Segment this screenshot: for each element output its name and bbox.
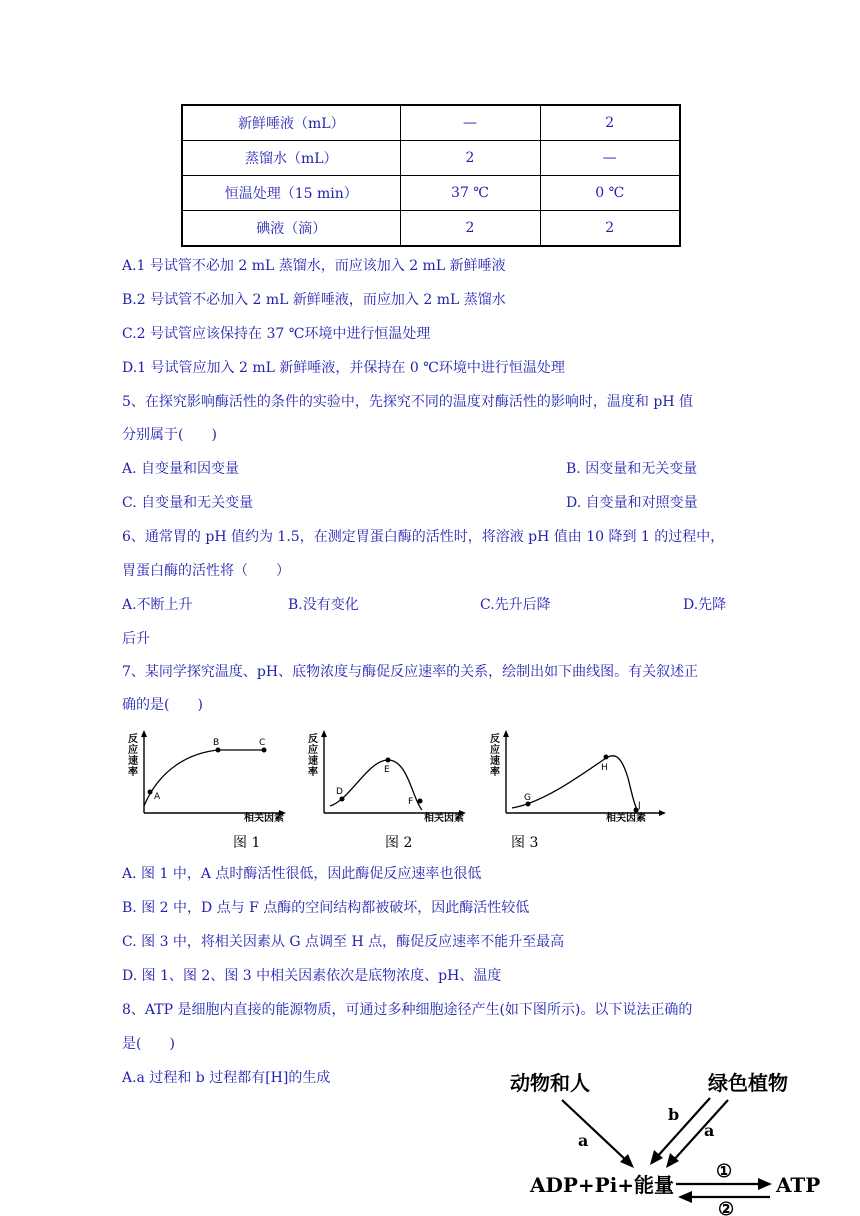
q6-option-d: D.先降: [683, 597, 727, 613]
point-f: [418, 799, 423, 804]
table-row: [182, 105, 680, 141]
figure-3-caption: 图 3: [511, 835, 539, 851]
q4-option-c: C.2 号试管应该保持在 37 ℃环境中进行恒温处理: [122, 326, 431, 342]
q4-option-a: A.1 号试管不必加 2 mL 蒸馏水，而应该加入 2 mL 新鲜唾液: [122, 258, 506, 274]
table-cell: —: [540, 141, 680, 176]
reverse-label: ②: [718, 1199, 735, 1216]
table-cell: 新鲜唾液（mL）: [182, 105, 400, 141]
q7-option-c: C. 图 3 中，将相关因素从 G 点调至 H 点，酶促反应速率不能升至最高: [122, 934, 565, 950]
table-cell: 碘液（滴）: [182, 211, 400, 247]
y-label-char: 反: [128, 734, 138, 745]
table-cell: 蒸馏水（mL）: [182, 141, 400, 176]
point-d-label: D: [336, 787, 343, 797]
y-label-char: 速: [490, 756, 500, 767]
table-cell: 2: [400, 141, 540, 176]
point-a: [148, 790, 153, 795]
q5-option-b: B. 因变量和无关变量: [566, 461, 698, 477]
y-label-char: 率: [128, 767, 138, 778]
y-label-char: 速: [308, 756, 318, 767]
point-j-label: J: [638, 801, 641, 811]
experiment-table: [181, 104, 681, 247]
curve: [512, 756, 638, 812]
figure-2-caption: 图 2: [385, 835, 413, 851]
point-a-label: A: [154, 792, 161, 802]
point-h-label: H: [601, 763, 608, 773]
point-e: [386, 758, 391, 763]
q8-stem-line1: 8、ATP 是细胞内直接的能源物质，可通过多种细胞途径产生(如下图所示)。以下说法正确的: [122, 1002, 693, 1018]
point-d: [340, 797, 345, 802]
q4-option-d: D.1 号试管应加入 2 mL 新鲜唾液，并保持在 0 ℃环境中进行恒温处理: [122, 360, 565, 376]
q7-stem-line2: 确的是( ): [122, 697, 203, 713]
point-h: [604, 755, 609, 760]
point-f-label: F: [408, 797, 414, 807]
figure-2-x-label: 相关因素: [424, 813, 464, 824]
q7-stem-line1: 7、某同学探究温度、pH、底物浓度与酶促反应速率的关系，绘制出如下曲线图。有关叙述正: [122, 664, 699, 680]
forward-label: ①: [716, 1161, 733, 1182]
point-b-label: B: [213, 738, 220, 748]
y-label-char: 反: [490, 734, 500, 745]
table-cell: 2: [540, 105, 680, 141]
figure-3-x-label: 相关因素: [606, 813, 646, 824]
q6-option-b: B.没有变化: [288, 597, 359, 613]
point-c: [262, 748, 267, 753]
animals-label: 动物和人: [510, 1071, 590, 1095]
arrow-a-left-label: a: [578, 1131, 589, 1150]
y-axis-arrow: [321, 730, 327, 737]
figure-1-x-label: 相关因素: [244, 813, 284, 824]
point-g-label: G: [524, 793, 531, 803]
adp-side: ADP+Pi+能量: [530, 1173, 675, 1197]
table-cell: 0 ℃: [540, 176, 680, 211]
arrow-b-label: b: [668, 1105, 680, 1124]
q5-option-c: C. 自变量和无关变量: [122, 495, 254, 511]
atp-side: ATP: [776, 1173, 820, 1197]
curve: [144, 750, 264, 806]
q8-option-a: A.a 过程和 b 过程都有[H]的生成: [122, 1070, 331, 1086]
table-row: [182, 141, 680, 176]
y-label-char: 速: [128, 756, 138, 767]
y-label-char: 应: [128, 745, 138, 756]
table-cell: —: [400, 105, 540, 141]
q6-option-c: C.先升后降: [480, 597, 551, 613]
y-label-char: 应: [490, 745, 500, 756]
q5-stem-line1: 5、在探究影响酶活性的条件的实验中，先探究不同的温度对酶活性的影响时，温度和 pH 值: [122, 394, 693, 410]
atp-diagram: [500, 1060, 820, 1216]
q6-stem-line1: 6、通常胃的 pH 值约为 1.5，在测定胃蛋白酶的活性时，将溶液 pH 值由 10 降到 1 的过程中，: [122, 529, 725, 545]
table-cell: 2: [540, 211, 680, 247]
q5-option-a: A. 自变量和因变量: [122, 461, 240, 477]
table-cell: 2: [400, 211, 540, 247]
figure-1-caption: 图 1: [233, 835, 261, 851]
q8-stem-line2: 是( ): [122, 1036, 175, 1052]
y-label-char: 率: [308, 767, 318, 778]
q6-option-a: A.不断上升: [122, 597, 193, 613]
q7-option-d: D. 图 1、图 2、图 3 中相关因素依次是底物浓度、pH、温度: [122, 968, 502, 984]
table-row: [182, 176, 680, 211]
y-label-char: 应: [308, 745, 318, 756]
q6-stem-line2: 胃蛋白酶的活性将（ ）: [122, 563, 290, 579]
q6-option-d-continued: 后升: [122, 631, 150, 647]
q5-option-d: D. 自变量和对照变量: [566, 495, 698, 511]
forward-arrow-head: [758, 1178, 772, 1190]
point-e-label: E: [384, 765, 390, 775]
q7-option-a: A. 图 1 中，A 点时酶活性很低，因此酶促反应速率也很低: [122, 866, 482, 882]
x-axis-arrow: [659, 810, 666, 816]
arrow-a-right-label: a: [704, 1121, 715, 1140]
y-axis-arrow: [503, 730, 509, 737]
y-axis-arrow: [141, 730, 147, 737]
table-cell: 37 ℃: [400, 176, 540, 211]
y-label-char: 反: [308, 734, 318, 745]
point-c-label: C: [259, 738, 266, 748]
table-row: [182, 211, 680, 247]
q4-option-b: B.2 号试管不必加入 2 mL 新鲜唾液，而应加入 2 mL 蒸馏水: [122, 292, 506, 308]
plants-label: 绿色植物: [708, 1071, 788, 1095]
table-cell: 恒温处理（15 min）: [182, 176, 400, 211]
q7-option-b: B. 图 2 中，D 点与 F 点酶的空间结构都被破坏，因此酶活性较低: [122, 900, 530, 916]
reverse-arrow-head: [678, 1191, 692, 1203]
point-b: [216, 748, 221, 753]
q5-stem-line2: 分别属于( ): [122, 427, 217, 443]
y-label-char: 率: [490, 767, 500, 778]
arrow-a-left: [562, 1100, 628, 1162]
